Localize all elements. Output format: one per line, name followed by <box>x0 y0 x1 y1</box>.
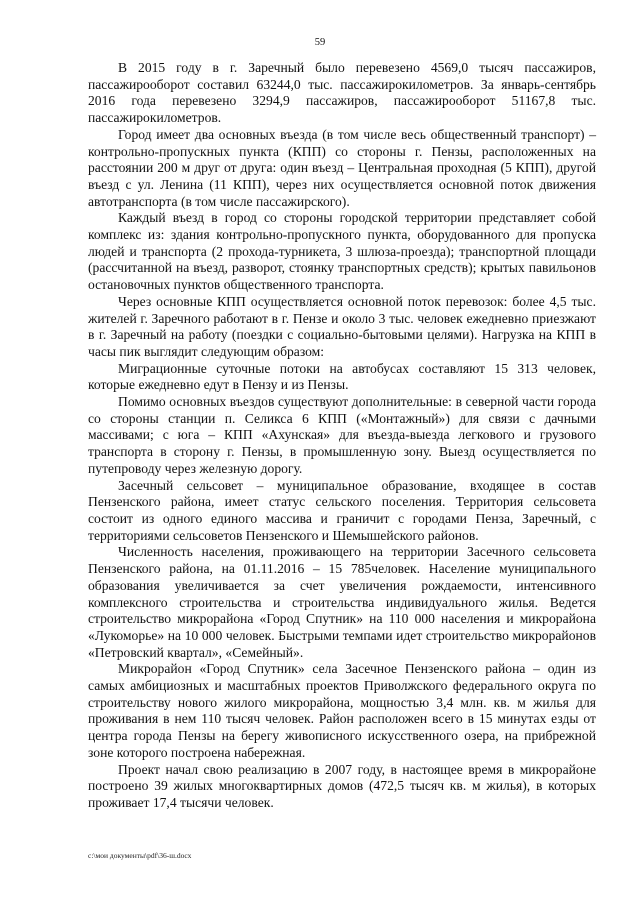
paragraph-city-entrances: Город имеет два основных въезда (в том числе весь общественный транспорт) – контрольно-пропускных пункта (КПП) со стороны г. Пензы, расположенных на расстоянии 200 м друг от друга: один въезд – Центральная проходная (5 КПП), другой въезд с ул. Ленина (11 КПП), через них осуществляется основной поток движения автотранспорта (в том числе пассажирского). <box>88 126 596 209</box>
paragraph-zasechny-council: Засечный сельсовет – муниципальное образование, входящее в состав Пензенского района, имеет статус сельского поселения. Территория сельсовета состоит из одного единого массива и граничит с городами Пенза, Заречный, с территориями сельсоветов Пензенского и Шемышейского районов. <box>88 477 596 543</box>
footer-file-path: c:\мои документы\pdf\36-ш.docx <box>88 851 192 860</box>
paragraph-gorod-sputnik: Микрорайон «Город Спутник» села Засечное Пензенского района – один из самых амбициозных и масштабных проектов Приволжского федерального округа по строительству нового жилого микрорайона, мощностью 3,4 млн. кв. м жилья для проживания в нем 110 тысяч человек. Район расположен всего в 15 минутах езды от центра города Пензы на берегу живописного искусственного озера, на прибрежной зоне которого построена набережная. <box>88 661 596 760</box>
paragraph-checkpoint-flow: Через основные КПП осуществляется основной поток перевозок: более 4,5 тыс. жителей г. Заречного работают в г. Пензе и около 3 тыс. человек ежедневно приезжают в г. Заречный на работу (поездки с социально-бытовыми целями). Нагрузка на КПП в часы пик выглядит следующим образом: <box>88 293 596 359</box>
paragraph-migration-flows: Миграционные суточные потоки на автобусах составляют 15 313 человек, которые ежедневно едут в Пензу и из Пензы. <box>88 360 596 393</box>
page-number: 59 <box>314 37 326 48</box>
document-body <box>88 60 596 812</box>
paragraph-project-status: Проект начал свою реализацию в 2007 году, в настоящее время в микрорайоне построено 39 жилых многоквартирных домов (472,5 тысяч кв. м жилья), в которых проживает 17,4 тысячи человек. <box>88 761 596 810</box>
paragraph-population: Численность населения, проживающего на территории Засечного сельсовета Пензенского района, на 01.11.2016 – 15 785человек. Население муниципального образования увеличивается за счет увеличения рождаемости, интенсивного комплексного строительства и строительства индивидуального жилья. Ведется строительство микрорайона «Город Спутник» на 110 000 населения и микрорайона «Лукоморье» на 10 000 человек. Быстрыми темпами идет строительство микрорайонов «Петровский квартал», «Семейный». <box>88 544 596 660</box>
paragraph-passenger-traffic: В 2015 году в г. Заречный было перевезено 4569,0 тысяч пассажиров, пассажирооборот составил 63244,0 тыс. пассажирокилометров. За январь-сентябрь 2016 года перевезено 3294,9 пассажиров, пассажирооборот 51167,8 тыс. пассажирокилометров. <box>88 60 596 126</box>
paragraph-entrance-complex: Каждый въезд в город со стороны городской территории представляет собой комплекс из: здания контрольно-пропускного пункта, оборудованного для пропуска людей и транспорта (2 прохода-турникета, 3 шлюза-проезда); транспортной площади (рассчитанной на въезд, разворот, стоянку транспортных средств); крытых павильонов остановочных пунктов общественного транспорта. <box>88 210 596 293</box>
paragraph-additional-entrances: Помимо основных въездов существуют дополнительные: в северной части города со стороны станции п. Селикса 6 КПП («Монтажный») для связи с дачными массивами; с юга – КПП «Ахунская» для въезда-выезда легкового и грузового транспорта в сторону г. Пензы, в промышленную зону. Выезд осуществляется по путепроводу через железную дорогу. <box>88 394 596 476</box>
